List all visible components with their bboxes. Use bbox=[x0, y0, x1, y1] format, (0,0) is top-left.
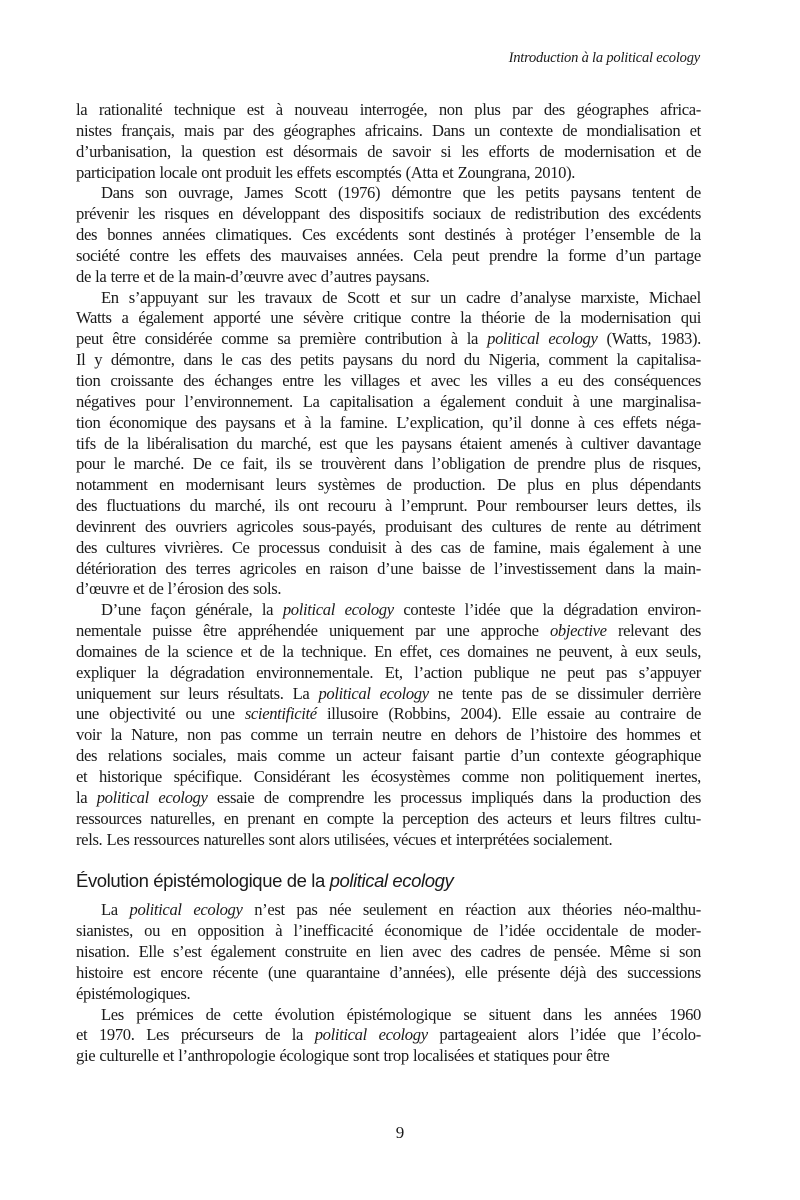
text-line: de la terre et de la main-d’œuvre avec d’autres paysans. bbox=[76, 266, 430, 286]
text-line: En s’appuyant sur les travaux de Scott et sur un cadre d’analyse marxiste, Michael bbox=[101, 287, 701, 307]
text-line: des cultures vivrières. Ce processus conduisit à des cas de famine, mais également à une bbox=[76, 537, 701, 557]
paragraph bbox=[76, 288, 701, 601]
text-line: expliquer la dégradation environnementale. Et, l’action publique ne peut pas s’appuyer bbox=[76, 662, 701, 682]
text-line: d’œuvre et de l’érosion des sols. bbox=[76, 579, 282, 599]
text-line: D’une façon générale, la political ecology conteste l’idée que la dégradation environ- bbox=[101, 600, 701, 620]
section-heading-text: Évolution épistémologique de la bbox=[76, 870, 330, 892]
text-line: société contre les effets des mauvaises années. Cela peut prendre la forme d’un partage bbox=[76, 245, 701, 265]
text-line: et 1970. Les précurseurs de la political ecology partageaient alors l’idée que l’écolo- bbox=[76, 1025, 701, 1045]
text-line: gie culturelle et l’anthropologie écologique sont trop localisées et statiques pour être bbox=[76, 1046, 610, 1066]
page-body bbox=[76, 100, 701, 1067]
text-line: la political ecology essaie de comprendre les processus impliqués dans la production des bbox=[76, 787, 701, 807]
text-line: tifs de la libéralisation du marché, est que les paysans étaient amenés à cultiver davantage bbox=[76, 433, 701, 453]
body-paragraphs bbox=[76, 100, 701, 850]
text-line: négatives pour l’environnement. La capitalisation a également conduit à une marginalisa- bbox=[76, 391, 701, 411]
paragraph bbox=[76, 900, 701, 1004]
paragraph bbox=[76, 1005, 701, 1068]
section-paragraphs bbox=[76, 900, 701, 1067]
text-line: nementale puisse être appréhendée uniquement par une approche objective relevant des bbox=[76, 621, 701, 641]
text-line: tion croissante des échanges entre les villages et avec les villes a eu des conséquences bbox=[76, 370, 701, 390]
text-line: sianistes, ou en opposition à l’inefficacité économique de l’idée occidentale de moder- bbox=[76, 921, 701, 941]
text-line: histoire est encore récente (une quarantaine d’années), elle présente déjà des successions bbox=[76, 962, 701, 982]
text-line: des fluctuations du marché, ils ont recouru à l’emprunt. Pour rembourser leurs dettes, ils bbox=[76, 496, 701, 516]
section-heading bbox=[76, 870, 701, 892]
text-line: domaines de la science et de la technique. En effet, ces domaines ne peuvent, à eux seuls, bbox=[76, 641, 701, 661]
section-heading-italic: political ecology bbox=[329, 870, 454, 892]
text-line: nisation. Elle s’est également construite en lien avec des cadres de pensée. Même si son bbox=[76, 942, 701, 962]
text-line: détérioration des terres agricoles en raison d’une baisse de l’investissement dans la main- bbox=[76, 558, 701, 578]
text-line: une objectivité ou une scientificité illusoire (Robbins, 2004). Elle essaie au contraire de bbox=[76, 704, 701, 724]
paragraph bbox=[76, 100, 701, 183]
text-line: Il y démontre, dans le cas des petits paysans du nord du Nigeria, comment la capitalisa- bbox=[76, 350, 701, 370]
text-line: la rationalité technique est à nouveau interrogée, non plus par des géographes africa- bbox=[76, 100, 701, 119]
page-number: 9 bbox=[395, 1123, 405, 1142]
text-line: Dans son ouvrage, James Scott (1976) démontre que les petits paysans tentent de bbox=[101, 183, 701, 203]
text-line: pour le marché. De ce fait, ils se trouvèrent dans l’obligation de prendre plus de risques, bbox=[76, 454, 701, 474]
paragraph bbox=[76, 600, 701, 850]
text-line: des relations sociales, mais comme un acteur faisant partie d’un contexte géographique bbox=[76, 746, 701, 766]
text-line: Les prémices de cette évolution épistémologique se situent dans les années 1960 bbox=[101, 1004, 701, 1024]
text-line: Watts a également apporté une sévère critique contre la théorie de la modernisation qui bbox=[76, 308, 701, 328]
text-line: d’urbanisation, la question est désormais de savoir si les efforts de modernisation et de bbox=[76, 141, 701, 161]
text-line: et historique spécifique. Considérant les écosystèmes comme non politiquement inertes, bbox=[76, 767, 701, 786]
text-line: nistes français, mais par des géographes africains. Dans un contexte de mondialisation et bbox=[76, 120, 701, 140]
text-line: uniquement sur leurs résultats. La political ecology ne tente pas de se dissimuler derrière bbox=[76, 683, 701, 703]
text-line: peut être considérée comme sa première contribution à la political ecology (Watts, 1983). bbox=[76, 329, 701, 349]
text-line: épistémologiques. bbox=[76, 983, 191, 1003]
text-line: participation locale ont produit les effets escomptés (Atta et Zoungrana, 2010). bbox=[76, 162, 576, 182]
running-head: Introduction à la political ecology bbox=[508, 50, 700, 66]
text-line: devinrent des ouvriers agricoles sous-payés, produisant des cultures de rente au détriment bbox=[76, 516, 701, 536]
text-line: voir la Nature, non pas comme un terrain neutre en dehors de l’histoire des hommes et bbox=[76, 725, 701, 745]
text-line: ressources naturelles, en prenant en compte la perception des acteurs et leurs filtres cultu- bbox=[76, 808, 701, 828]
text-line: des bonnes années climatiques. Ces excédents sont destinés à protéger l’ensemble de la bbox=[76, 225, 701, 245]
text-line: La political ecology n’est pas née seulement en réaction aux théories néo-malthu- bbox=[101, 900, 701, 920]
text-line: rels. Les ressources naturelles sont alors utilisées, vécues et interprétées socialement. bbox=[76, 829, 613, 849]
paragraph bbox=[76, 183, 701, 287]
text-line: prévenir les risques en développant des dispositifs sociaux de redistribution des excédents bbox=[76, 204, 701, 224]
text-line: tion économique des paysans et à la famine. L’explication, qu’il donne à ces effets néga- bbox=[76, 412, 701, 432]
text-line: notamment en modernisant leurs systèmes de production. De plus en plus dépendants bbox=[76, 475, 701, 495]
